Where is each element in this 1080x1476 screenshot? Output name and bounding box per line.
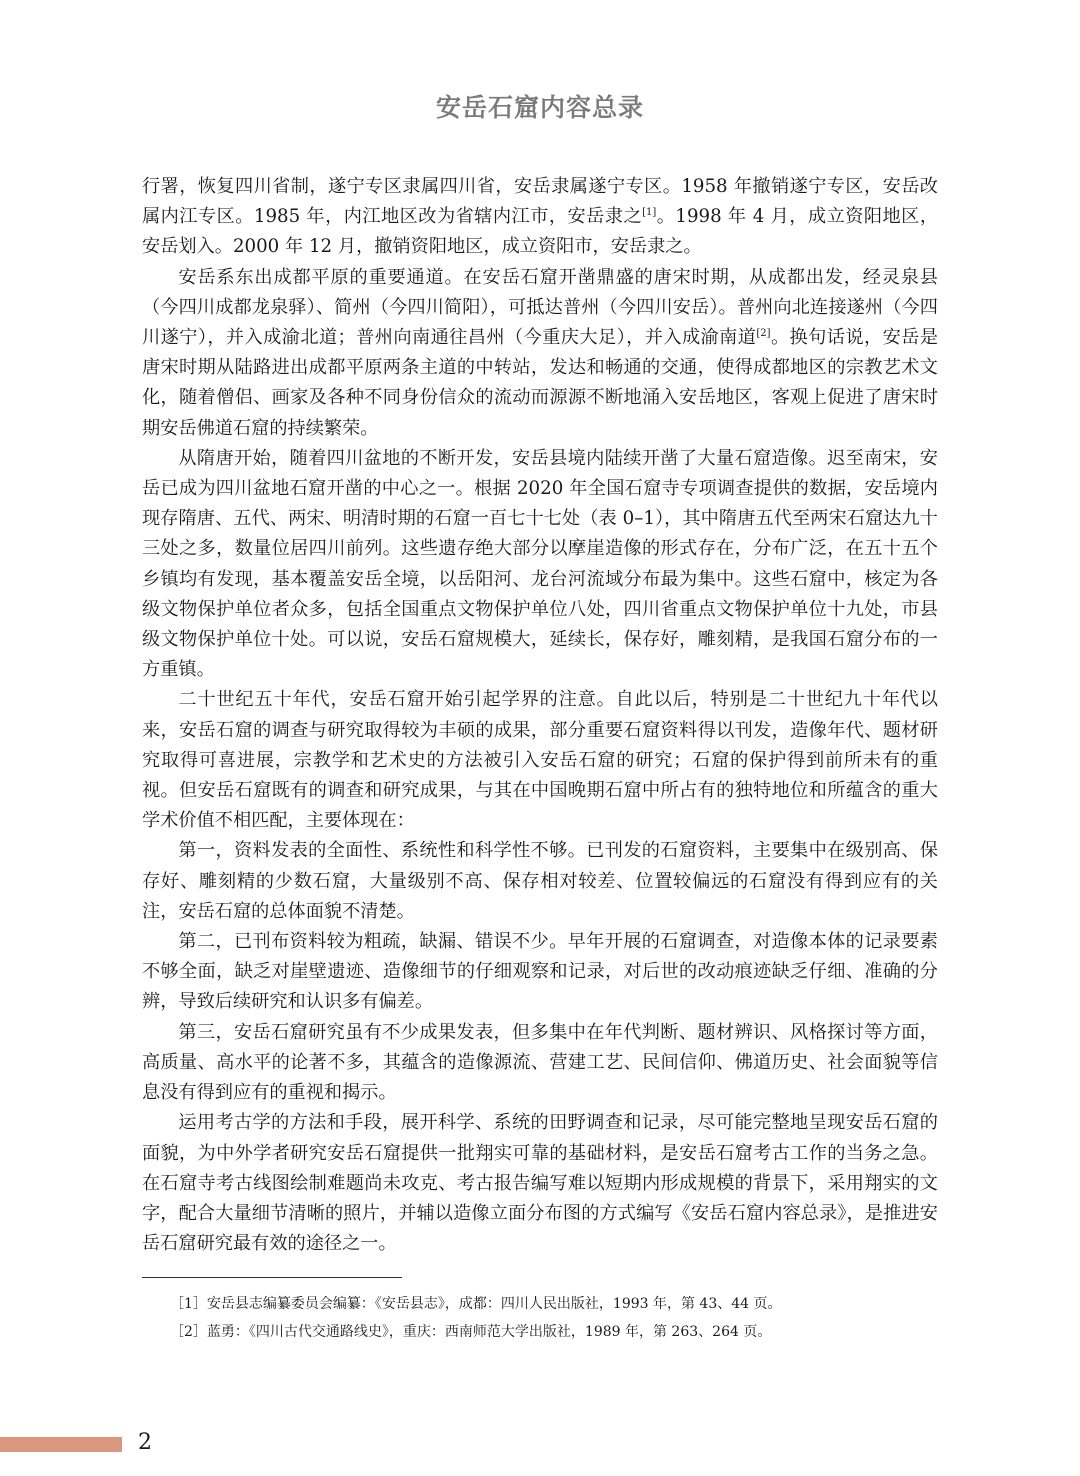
paragraph-1-text-after: 。1998 年 4 月，成立资阳地区，安岳划入。2000 年 12 月，撤销资阳地区，成立资阳市，安岳隶之。 xyxy=(142,206,939,258)
paragraph-2-text-after: 。换句话说，安岳是唐宋时期从陆路进出成都平原两条主道的中转站，发达和畅通的交通，使得成都地区的宗教艺术文化，随着僧侣、画家及各种不同身份信众的流动而源源不断地涌入安岳地区，客观上促进了唐宋时期安岳佛道石窟的持续繁荣。 xyxy=(142,327,938,439)
paragraph-4: 二十世纪五十年代，安岳石窟开始引起学界的注意。自此以后，特别是二十世纪九十年代以来，安岳石窟的调查与研究取得较为丰硕的成果，部分重要石窟资料得以刊发，造像年代、题材研究取得可喜进展，宗教学和艺术史的方法被引入安岳石窟的研究；石窟的保护得到前所未有的重视。但安岳石窟既有的调查和研究成果，与其在中国晚期石窟中所占有的独特地位和所蕴含的重大学术价值不相匹配，主要体现在： xyxy=(142,689,938,832)
paragraph-3: 从隋唐开始，随着四川盆地的不断开发，安岳县境内陆续开凿了大量石窟造像。迟至南宋，安岳已成为四川盆地石窟开凿的中心之一。根据 2020 年全国石窟寺专项调查提供的数据，安岳境内现存隋唐、五代、两宋、明清时期的石窟一百七十七处（表 0–1），其中隋唐五代至两宋石窟达九十三处之多，数量位居四川前列。这些遗存绝大部分以摩崖造像的形式存在，分布广泛，在五十五个乡镇均有发现，基本覆盖安岳全境，以岳阳河、龙台河流域分布最为集中。这些石窟中，核定为各级文物保护单位者众多，包括全国重点文物保护单位八处，四川省重点文物保护单位十九处，市县级文物保护单位十处。可以说，安岳石窟规模大，延续长，保存好，雕刻精，是我国石窟分布的一方重镇。 xyxy=(142,447,938,681)
paragraph-1 xyxy=(142,172,938,263)
footnote-1: ［1］安岳县志编纂委员会编纂：《安岳县志》，成都：四川人民出版社，1993 年，第 43、44 页。 xyxy=(170,1296,782,1312)
footnotes xyxy=(170,1290,938,1346)
paragraph-8: 运用考古学的方法和手段，展开科学、系统的田野调查和记录，尽可能完整地呈现安岳石窟的面貌，为中外学者研究安岳石窟提供一批翔实可靠的基础材料，是安岳石窟考古工作的当务之急。在石窟寺考古线图绘制难题尚未攻克、考古报告编写难以短期内形成规模的背景下，采用翔实的文字，配合大量细节清晰的照片，并辅以造像立面分布图的方式编写《安岳石窟内容总录》，是推进安岳石窟研究最有效的途径之一。 xyxy=(142,1112,938,1255)
paragraph-2 xyxy=(142,263,938,444)
page-number: 2 xyxy=(138,1430,152,1455)
footnote-divider xyxy=(142,1277,402,1278)
footnote-2: ［2］蓝勇：《四川古代交通路线史》，重庆：西南师范大学出版社，1989 年，第 263、264 页。 xyxy=(170,1324,772,1340)
paragraph-1-text: 行署，恢复四川省制，遂宁专区隶属四川省，安岳隶属遂宁专区。1958 年撤销遂宁专区，安岳改属内江专区。1985 年，内江地区改为省辖内江市，安岳隶之 xyxy=(142,176,938,228)
paragraph-6: 第二，已刊布资料较为粗疏，缺漏、错误不少。早年开展的石窟调查，对造像本体的记录要素不够全面，缺乏对崖壁遗迹、造像细节的仔细观察和记录，对后世的改动痕迹缺乏仔细、准确的分辨，导致后续研究和认识多有偏差。 xyxy=(142,931,938,1013)
paragraph-7: 第三，安岳石窟研究虽有不少成果发表，但多集中在年代判断、题材辨识、风格探讨等方面，高质量、高水平的论著不多，其蕴含的造像源流、营建工艺、民间信仰、佛道历史、社会面貌等信息没有得到应有的重视和揭示。 xyxy=(142,1021,938,1104)
body-text xyxy=(142,172,938,1259)
paragraph-5: 第一，资料发表的全面性、系统性和科学性不够。已刊发的石窟资料，主要集中在级别高、保存好、雕刻精的少数石窟，大量级别不高、保存相对较差、位置较偏远的石窟没有得到应有的关注，安岳石窟的总体面貌不清楚。 xyxy=(142,840,938,922)
footnote-ref-1[interactable]: [1] xyxy=(642,207,657,219)
paragraph-2-text: 安岳系东出成都平原的重要通道。在安岳石窟开凿鼎盛的唐宋时期，从成都出发，经灵泉县（今四川成都龙泉驿）、简州（今四川简阳），可抵达普州（今四川安岳）。普州向北连接遂州（今四川遂宁），并入成渝北道；普州向南通往昌州（今重庆大足），并入成渝南道 xyxy=(142,266,938,349)
running-header-title: 安岳石窟内容总录 xyxy=(435,93,644,122)
page-accent-bar xyxy=(0,1437,122,1452)
footnote-ref-2[interactable]: [2] xyxy=(756,327,771,339)
